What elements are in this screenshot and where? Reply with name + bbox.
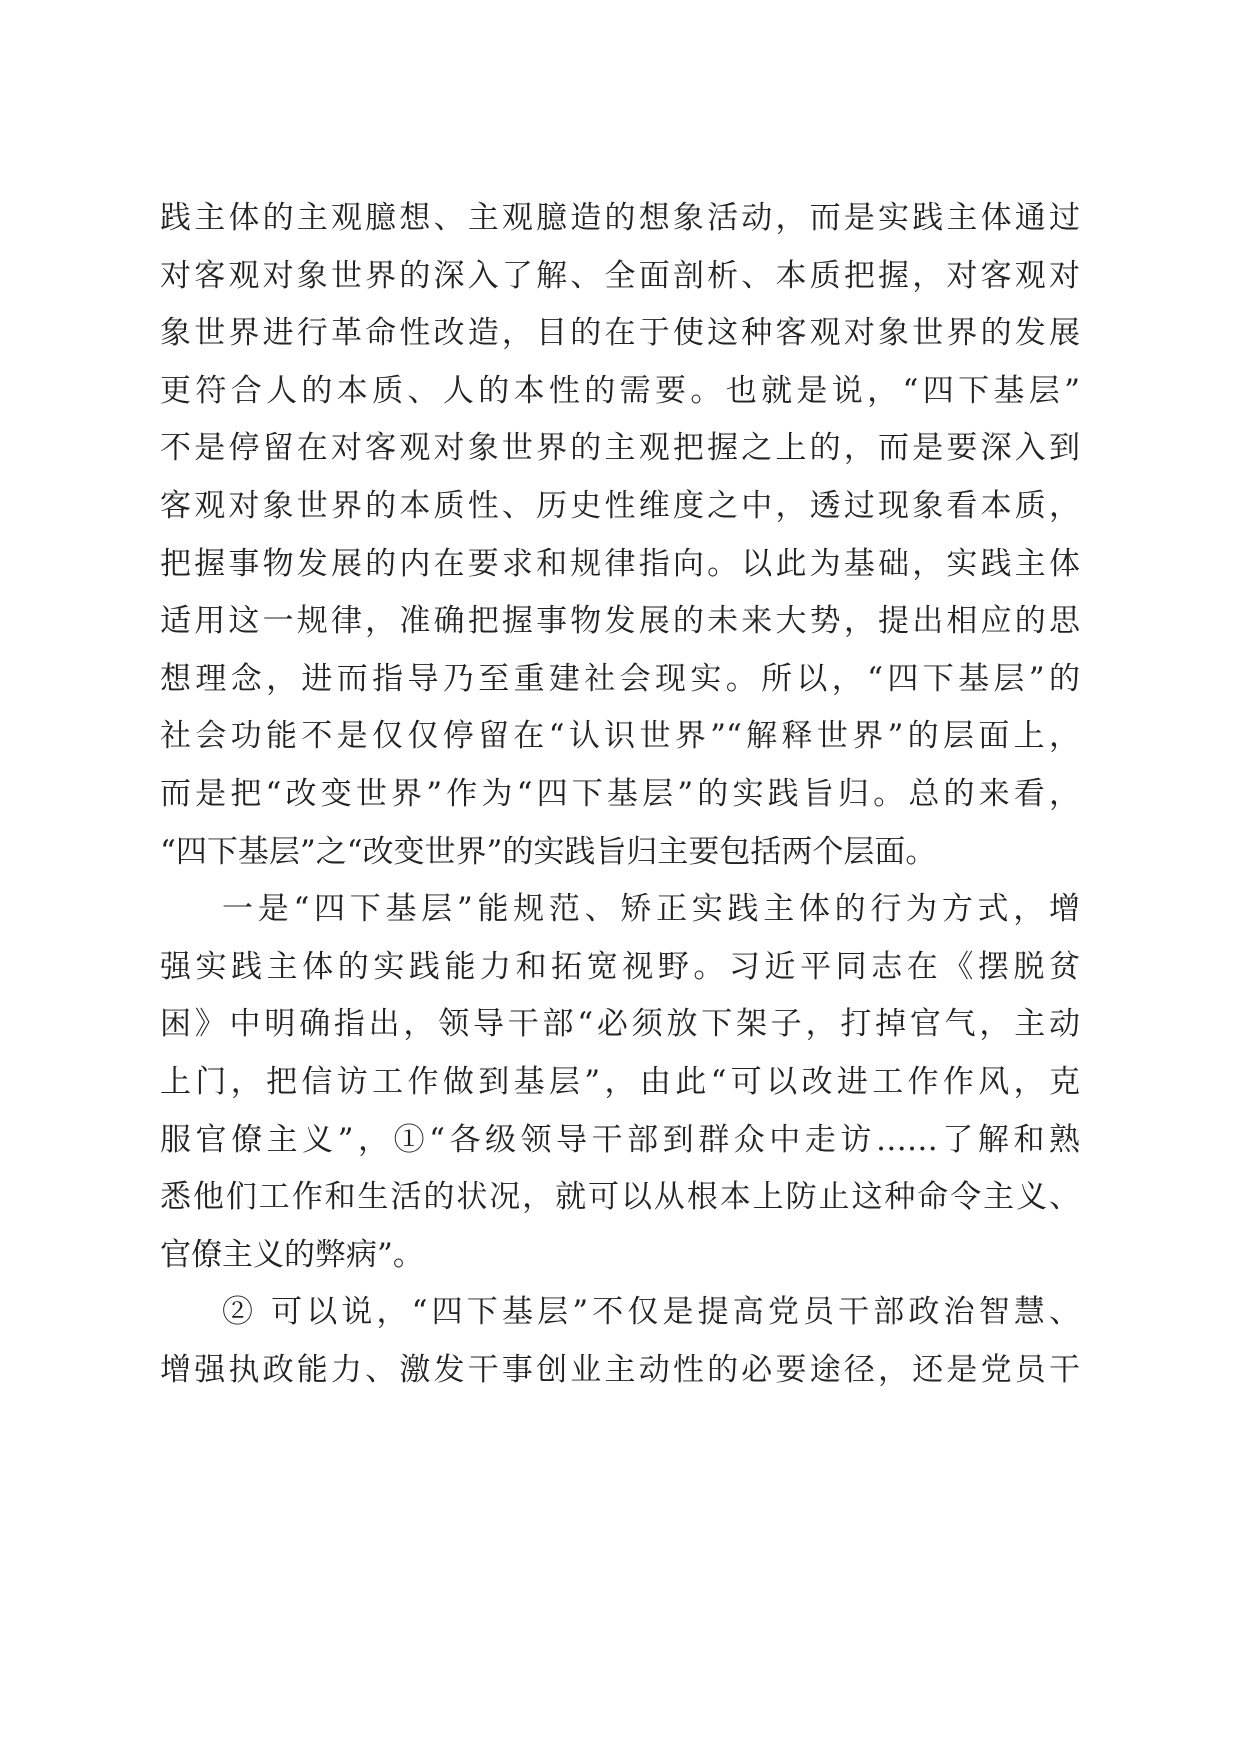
text-line-16: 上门，把信访工作做到基层”，由此“可以改进工作作风，克 [160, 1063, 1080, 1100]
text-line-3: 象世界进行革命性改造，目的在于使这种客观对象世界的发展 [160, 315, 1080, 352]
text-line-10: 社会功能不是仅仅停留在“认识世界”“解释世界”的层面上， [160, 718, 1080, 755]
text-line-9: 想理念，进而指导乃至重建社会现实。所以，“四下基层”的 [160, 660, 1080, 697]
text-line-1: 践主体的主观臆想、主观臆造的想象活动，而是实践主体通过 [160, 200, 1080, 236]
text-line-17: 服官僚主义”，①“各级领导干部到群众中走访……了解和熟 [160, 1121, 1080, 1158]
text-line-18: 悉他们工作和生活的状况，就可以从根本上防止这种命令主义、 [160, 1179, 1080, 1216]
text-line-20: ② 可以说，“四下基层”不仅是提高党员干部政治智慧、 [222, 1294, 1080, 1331]
text-line-2: 对客观对象世界的深入了解、全面剖析、本质把握，对客观对 [160, 257, 1080, 294]
text-line-21: 增强执政能力、激发干事创业主动性的必要途径，还是党员干 [160, 1351, 1080, 1388]
text-line-14: 强实践主体的实践能力和拓宽视野。习近平同志在《摆脱贫 [160, 948, 1080, 985]
text-line-13: 一是“四下基层”能规范、矫正实践主体的行为方式，增 [222, 891, 1080, 928]
text-line-5: 不是停留在对客观对象世界的主观把握之上的，而是要深入到 [160, 430, 1080, 467]
text-line-11: 而是把“改变世界”作为“四下基层”的实践旨归。总的来看， [160, 775, 1080, 812]
text-line-19: 官僚主义的弊病”。 [160, 1236, 424, 1273]
text-line-6: 客观对象世界的本质性、历史性维度之中，透过现象看本质， [160, 487, 1080, 524]
text-line-7: 把握事物发展的内在要求和规律指向。以此为基础，实践主体 [160, 545, 1080, 582]
text-line-15: 困》中明确指出，领导干部“必须放下架子，打掉官气，主动 [160, 1006, 1080, 1043]
text-line-8: 适用这一规律，准确把握事物发展的未来大势，提出相应的思 [160, 603, 1080, 640]
text-line-12: “四下基层”之“改变世界”的实践旨归主要包括两个层面。 [160, 833, 937, 870]
body-text [160, 190, 1080, 1399]
text-line-4: 更符合人的本质、人的本性的需要。也就是说，“四下基层” [160, 372, 1080, 409]
